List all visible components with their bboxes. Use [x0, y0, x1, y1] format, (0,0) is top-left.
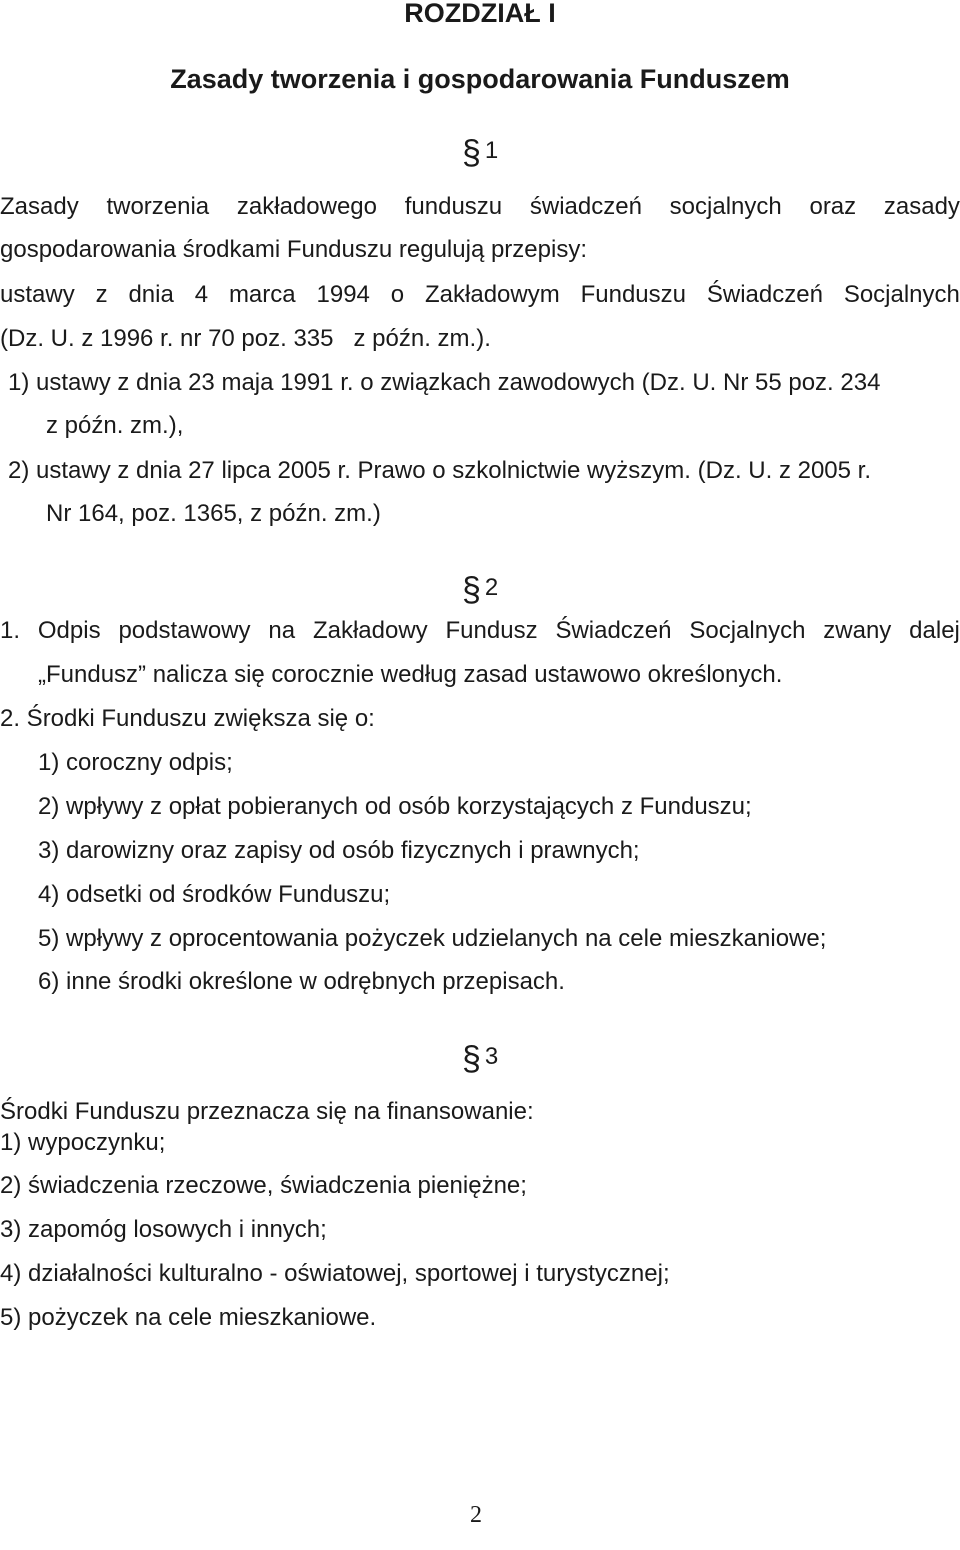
- word: 1994: [316, 281, 370, 308]
- section-2-item-1: 1) coroczny odpis;: [38, 749, 233, 776]
- word: na: [268, 617, 296, 644]
- section-1-item-1: 1) ustawy z dnia 23 maja 1991 r. o związkach zawodowych (Dz. U. Nr 55 poz. 234: [8, 369, 881, 396]
- word: Świadczeń: [555, 617, 672, 644]
- word: Funduszu: [580, 281, 686, 308]
- word: Socjalnych: [689, 617, 806, 644]
- section-1-paragraph-line-1: [0, 193, 960, 221]
- chapter-title: Zasady tworzenia i gospodarowania Funduszem: [170, 64, 790, 94]
- word: ustawy: [0, 281, 75, 308]
- word: dnia: [128, 281, 174, 308]
- section-3-item-5: 5) pożyczek na cele mieszkaniowe.: [0, 1304, 377, 1331]
- word: Zakładowy: [312, 617, 428, 644]
- word: socjalnych: [669, 193, 782, 220]
- word: z: [95, 281, 108, 308]
- section-1-paragraph-line-3: [0, 281, 960, 309]
- page-number: 2: [470, 1502, 482, 1528]
- section-2-item-5: 5) wpływy z oprocentowania pożyczek udzielanych na cele mieszkaniowe;: [38, 925, 827, 952]
- section-3-marker: [462, 1040, 498, 1079]
- word: dalej: [909, 617, 960, 644]
- word: tworzenia: [106, 193, 210, 220]
- chapter-heading: ROZDZIAŁ I: [404, 0, 556, 28]
- section-3-intro: Środki Funduszu przeznacza się na finansowanie:: [0, 1098, 534, 1125]
- section-3-item-1: 1) wypoczynku;: [0, 1129, 166, 1156]
- section-1-paragraph-line-4: (Dz. U. z 1996 r. nr 70 poz. 335 z późn. zm.).: [0, 325, 491, 352]
- word: 4: [194, 281, 209, 308]
- section-2-item-2: 2) wpływy z opłat pobieranych od osób korzystających z Funduszu;: [38, 793, 752, 820]
- section-2-item-6: 6) inne środki określone w odrębnych przepisach.: [38, 968, 565, 995]
- word: 1.: [0, 617, 21, 644]
- word: świadczeń: [529, 193, 642, 220]
- section-3-number: 3: [484, 1043, 499, 1070]
- word: podstawowy: [118, 617, 251, 644]
- section-2-paragraph-2: 2. Środki Funduszu zwiększa się o:: [0, 705, 375, 732]
- section-sign-icon: §: [462, 134, 481, 172]
- section-sign-icon: §: [462, 1040, 481, 1078]
- word: zakładowego: [236, 193, 377, 220]
- section-2-paragraph-1-line-1: [0, 617, 960, 645]
- section-2-item-3: 3) darowizny oraz zapisy od osób fizycznych i prawnych;: [38, 837, 640, 864]
- section-2-paragraph-1-line-2: „Fundusz” nalicza się corocznie według zasad ustawowo określonych.: [38, 661, 783, 688]
- section-1-item-1-continued: z późn. zm.),: [46, 412, 184, 439]
- section-3-item-3: 3) zapomóg losowych i innych;: [0, 1216, 327, 1243]
- word: zasady: [883, 193, 960, 220]
- word: funduszu: [404, 193, 503, 220]
- section-1-item-2: 2) ustawy z dnia 27 lipca 2005 r. Prawo o szkolnictwie wyższym. (Dz. U. z 2005 r.: [8, 457, 872, 484]
- word: Zasady: [0, 193, 79, 220]
- word: Świadczeń: [706, 281, 823, 308]
- section-sign-icon: §: [462, 571, 481, 609]
- section-1-number: 1: [484, 137, 499, 164]
- section-1-item-2-continued: Nr 164, poz. 1365, z późn. zm.): [46, 500, 381, 527]
- word: zwany: [823, 617, 892, 644]
- section-3-item-2: 2) świadczenia rzeczowe, świadczenia pieniężne;: [0, 1172, 527, 1199]
- word: Odpis: [37, 617, 101, 644]
- section-2-number: 2: [484, 574, 499, 601]
- word: Socjalnych: [843, 281, 960, 308]
- word: marca: [228, 281, 296, 308]
- word: Zakładowym: [425, 281, 560, 308]
- word: o: [390, 281, 405, 308]
- section-3-item-4: 4) działalności kulturalno - oświatowej, sportowej i turystycznej;: [0, 1260, 670, 1287]
- word: Fundusz: [445, 617, 538, 644]
- word: oraz: [809, 193, 857, 220]
- section-2-item-4: 4) odsetki od środków Funduszu;: [38, 881, 391, 908]
- section-2-marker: [462, 571, 498, 610]
- section-1-marker: [462, 134, 498, 173]
- section-1-paragraph-line-2: gospodarowania środkami Funduszu regulują przepisy:: [0, 236, 587, 263]
